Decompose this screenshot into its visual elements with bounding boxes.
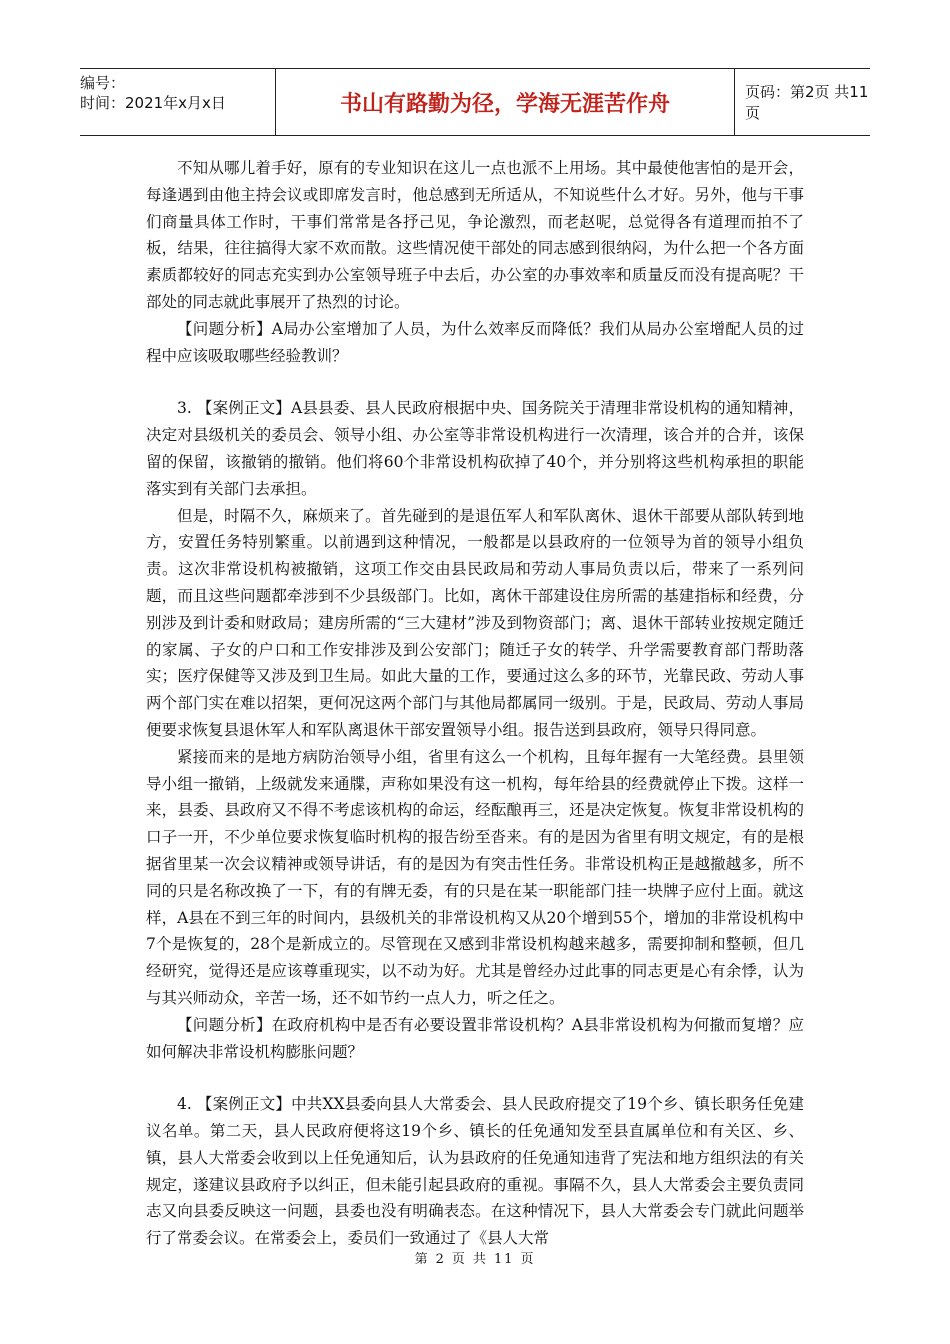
page-footer: 第 2 页 共 11 页 [414, 1252, 536, 1267]
number-label: 编号： [80, 74, 126, 92]
paragraph: 4. 【案例正文】中共XX县委向县人大常委会、县人民政府提交了19个乡、镇长职务任免建议名单。第二天，县人民政府便将这19个乡、镇长的任免通知发至县直属单位和有关区、乡、镇，县人大常委会收到以上任免通知后，认为县政府的任免通知违背了宪法和地方组织法的有关规定，遂建议县政府予以纠正，但未能引起县政府的重视。事隔不久，县人大常委会主要负责同志又向县委反映这一问题，县委也没有明确表态。在这种情况下，县人大常委会专门就此问题举行了常委会议。在常委会上，委员们一致通过了《县人大常 [146, 1095, 804, 1248]
paragraph: 紧接而来的是地方病防治领导小组，省里有这么一个机构，且每年握有一大笔经费。县里领导小组一撤销，上级就发来通牒，声称如果没有这一机构，每年给县的经费就停止下拨。这样一来，县委、县政府又不得不考虑该机构的命运，经酝酿再三，还是决定恢复。恢复非常设机构的口子一开，不少单位要求恢复临时机构的报告纷至沓来。有的是因为省里有明文规定，有的是根据省里某一次会议精神或领导讲话，有的是因为有突击性任务。非常设机构正是越撤越多，所不同的只是名称改换了一下，有的有牌无委，有的只是在某一职能部门挂一块牌子应付上面。就这样，A县在不到三年的时间内，县级机关的非常设机构又从20个增到55个，增加的非常设机构中7个是恢复的，28个是新成立的。尽管现在又感到非常设机构越来越多，需要抑制和整顿，但几经研究，觉得还是应该尊重现实，以不动为好。尤其是曾经办过此事的同志更是心有余悸，认为与其兴师动众，辛苦一场，还不如节约一点人力，听之任之。 [146, 747, 804, 1007]
date-label: 时间：2021年x月x日 [80, 94, 226, 112]
document-body [146, 155, 804, 1252]
paragraph: 【问题分析】A局办公室增加了人员，为什么效率反而降低？我们从局办公室增配人员的过程中应该吸取哪些经验教训？ [146, 319, 804, 365]
paragraph: 3. 【案例正文】A县县委、县人民政府根据中央、国务院关于清理非常设机构的通知精神，决定对县级机关的委员会、领导小组、办公室等非常设机构进行一次清理，该合并的合并，该保留的保留，该撤销的撤销。他们将60个非常设机构砍掉了40个，并分别将这些机构承担的职能落实到有关部门去承担。 [146, 399, 804, 498]
header-motto: 书山有路勤为径，学海无涯苦作舟 [275, 69, 735, 135]
paragraph: 但是，时隔不久，麻烦来了。首先碰到的是退伍军人和军队离休、退休干部要从部队转到地方，安置任务特别繁重。以前遇到这种情况，一般都是以县政府的一位领导为首的领导小组负责。这次非常设机构被撤销，这项工作交由县民政局和劳动人事局负责以后，带来了一系列问题，而且这些问题都牵涉到不少县级部门。比如，离休干部建设住房所需的基建指标和经费，分别涉及到计委和财政局；建房所需的“三大建材”涉及到物资部门；离、退休干部转业按规定随迁的家属、子女的户口和工作安排涉及到公安部门；随迁子女的转学、升学需要教育部门帮助落实；医疗保健等又涉及到卫生局。如此大量的工作，要通过这么多的环节，光靠民政、劳动人事两个部门实在难以招架，更何况这两个部门与其他局都属同一级别。于是，民政局、劳动人事局便要求恢复县退休军人和军队离退休干部安置领导小组。报告送到县政府，领导只得同意。 [146, 506, 804, 739]
header-page-info: 页码：第2页 共11页 [745, 83, 869, 122]
paragraph: 不知从哪儿着手好，原有的专业知识在这儿一点也派不上用场。其中最使他害怕的是开会，每逢遇到由他主持会议或即席发言时，他总感到无所适从，不知说些什么才好。另外，他与干事们商量具体工作时，干事们常常是各抒己见，争论激烈，而老赵呢，总觉得各有道理而拍不了板，结果，往往搞得大家不欢而散。这些情况使干部处的同志感到很纳闷，为什么把一个各方面素质都较好的同志充实到办公室领导班子中去后，办公室的办事效率和质量反而没有提高呢？干部处的同志就此事展开了热烈的讨论。 [146, 159, 804, 311]
header-meta [80, 69, 275, 135]
page-header [80, 68, 870, 136]
paragraph: 【问题分析】在政府机构中是否有必要设置非常设机构？A县非常设机构为何撤而复增？应如何解决非常设机构膨胀问题？ [146, 1015, 804, 1061]
